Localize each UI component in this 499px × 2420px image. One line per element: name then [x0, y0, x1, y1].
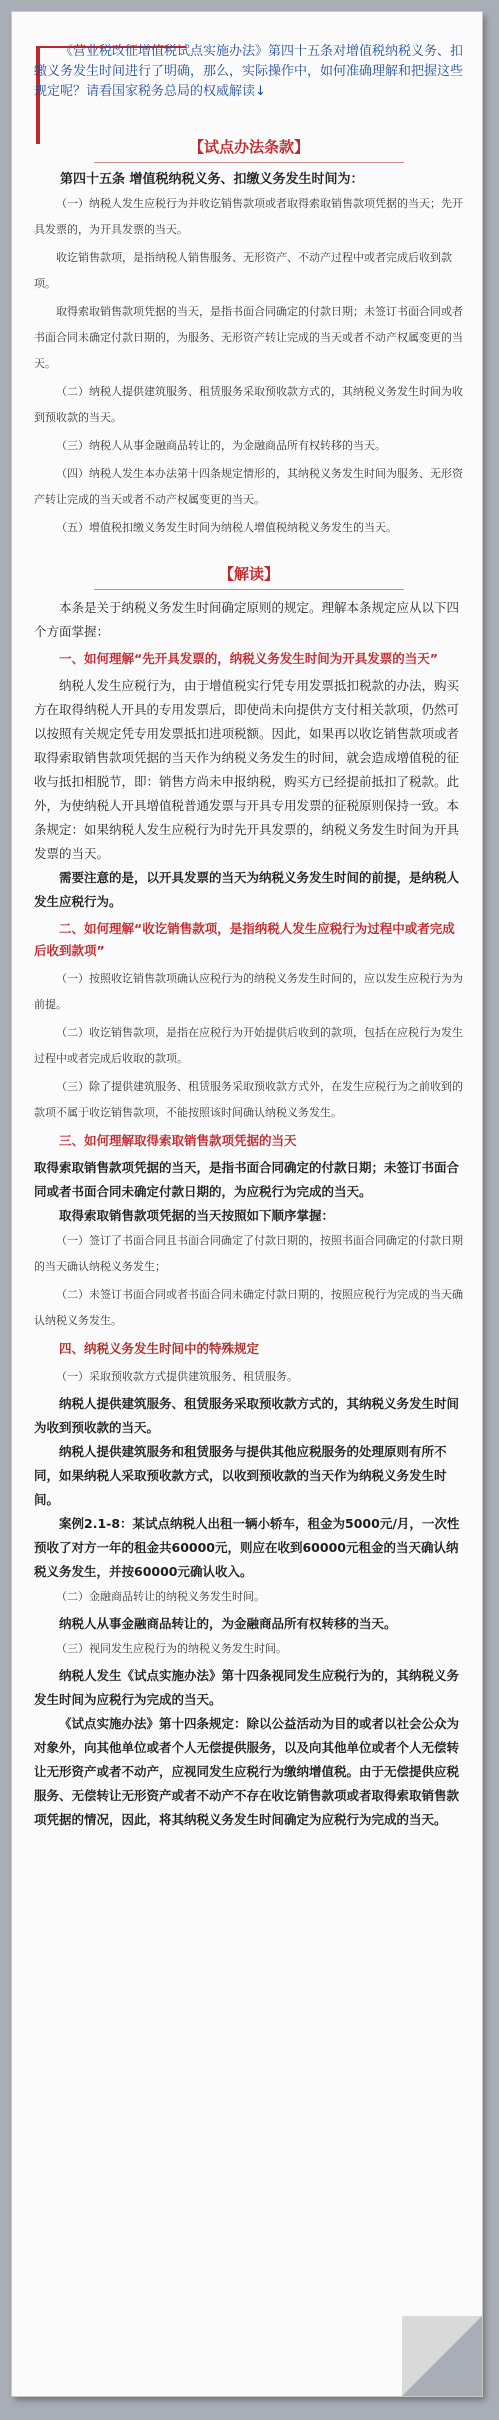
section-title-clauses: 【试点办法条款】 — [188, 138, 309, 156]
section-divider — [94, 589, 404, 590]
body-paragraph: 纳税人从事金融商品转让的，为金融商品所有权转移的当天。 — [59, 1616, 397, 1631]
body-paragraph: 纳税人发生《试点实施办法》第十四条视同发生应税行为的，其纳税义务发生时间为应税行为完成的当天。 — [34, 1668, 460, 1707]
clause-paragraph: （二）未签订书面合同或者书面合同未确定付款日期的，按照应税行为完成的当天确认纳税义务发生。 — [34, 1288, 463, 1327]
clause-paragraph: （一）纳税人发生应税行为并收讫销售款项或者取得索取销售款项凭据的当天；先开具发票的，为开具发票的当天。 — [34, 197, 463, 236]
clause-paragraph: （四）纳税人发生本办法第十四条规定情形的，其纳税义务发生时间为服务、无形资产转让完成的当天或者不动产权属变更的当天。 — [34, 467, 463, 506]
clause-paragraph: 收讫销售款项，是指纳税人销售服务、无形资产、不动产过程中或者完成后收到款项。 — [34, 251, 452, 290]
clause-paragraph: （三）视同发生应税行为的纳税义务发生时间。 — [56, 1642, 287, 1655]
article-page — [12, 12, 482, 2396]
body-paragraph: 纳税人提供建筑服务、租赁服务采取预收款方式的，其纳税义务发生时间为收到预收款的当天。 — [34, 1396, 460, 1435]
clause-paragraph: （一）按照收讫销售款项确认应税行为的纳税义务发生时间的，应以发生应税行为为前提。 — [34, 972, 463, 1011]
clause-paragraph: （三）除了提供建筑服务、租赁服务采取预收款方式外，在发生应税行为之前收到的款项不属于收讫销售款项，不能按照该时间确认纳税义务发生。 — [34, 1080, 463, 1119]
question-heading-1: 一、如何理解“先开具发票的，纳税义务发生时间为开具发票的当天” — [59, 651, 438, 666]
body-paragraph: 纳税人提供建筑服务和租赁服务与提供其他应税服务的处理原则有所不同，如果纳税人采取预收款方式，以收到预收款的当天作为纳税义务发生时间。 — [34, 1444, 447, 1507]
interpretation-lead: 本条是关于纳税义务发生时间确定原则的规定。理解本条规定应从以下四个方面掌握： — [34, 600, 460, 639]
body-paragraph: 《试点实施办法》第十四条规定：除以公益活动为目的或者以社会公众为对象外，向其他单位或者个人无偿提供服务，以及向其他单位或者个人无偿转让无形资产或者不动产，应视同发生应税行为缴纳增值税。由于无偿提供应税服务、无偿转让无形资产或者不动产不存在收讫销售款项或者取得索取销售款项凭据的情况，因此，将其纳税义务发生时间确定为应税行为完成的当天。 — [34, 1716, 460, 1827]
body-paragraph: 取得索取销售款项凭据的当天按照如下顺序掌握： — [59, 1208, 335, 1223]
body-paragraph: 取得索取销售款项凭据的当天，是指书面合同确定的付款日期；未签订书面合同或者书面合同未确定付款日期的，为应税行为完成的当天。 — [34, 1160, 460, 1199]
question-heading-2: 二、如何理解“收讫销售款项，是指纳税人发生应税行为过程中或者完成后收到款项” — [34, 921, 455, 958]
section-divider — [94, 162, 404, 163]
clause-paragraph: （五）增值税扣缴义务发生时间为纳税人增值税纳税义务发生的当天。 — [56, 521, 397, 534]
body-paragraph: 需要注意的是，以开具发票的当天为纳税义务发生时间的前提，是纳税人发生应税行为。 — [34, 870, 460, 909]
clause-paragraph: 取得索取销售款项凭据的当天，是指书面合同确定的付款日期；未签订书面合同或者书面合同未确定付款日期的，为服务、无形资产转让完成的当天或者不动产权属变更的当天。 — [34, 305, 463, 370]
article-content — [34, 42, 464, 1832]
clause-paragraph: （二）金融商品转让的纳税义务发生时间。 — [56, 1590, 265, 1603]
clause-paragraph: （三）纳税人从事金融商品转让的，为金融商品所有权转移的当天。 — [56, 439, 386, 452]
case-paragraph: 案例2.1-8：某试点纳税人出租一辆小轿车，租金为5000元/月，一次性预收了对方一年的租金共60000元，则应在收到60000元租金的当天确认纳税义务发生，并按60000元确认收入。 — [34, 1516, 460, 1579]
body-paragraph: 纳税人发生应税行为，由于增值税实行凭专用发票抵扣税款的办法，购买方在取得纳税人开具的专用发票后，即使尚未向提供方支付相关款项，仍然可以按照有关规定凭专用发票抵扣进项税额。因此，如果再以收讫销售款项或者取得索取销售款项凭据的当天作为纳税义务发生的时间，就会造成增值税的征收与抵扣相脱节，即：销售方尚未申报纳税，购买方已经提前抵扣了税款。此外，为使纳税人开具增值税普通发票与开具专用发票的征税原则保持一致。本条规定：如果纳税人发生应税行为时先开具发票的，纳税义务发生时间为开具发票的当天。 — [34, 678, 460, 861]
clause-paragraph: （二）纳税人提供建筑服务、租赁服务采取预收款方式的，其纳税义务发生时间为收到预收款的当天。 — [34, 385, 463, 424]
question-heading-3: 三、如何理解取得索取销售款项凭据的当天 — [59, 1133, 297, 1148]
section-title-interpretation: 【解读】 — [218, 565, 279, 583]
page-curl-decoration — [402, 2316, 482, 2396]
question-heading-4: 四、纳税义务发生时间中的特殊规定 — [59, 1341, 260, 1356]
clause-paragraph: （一）签订了书面合同且书面合同确定了付款日期的，按照书面合同确定的付款日期的当天确认纳税义务发生； — [34, 1234, 463, 1273]
clause-paragraph: （一）采取预收款方式提供建筑服务、租赁服务。 — [56, 1370, 298, 1383]
intro-paragraph: 《营业税改征增值税试点实施办法》第四十五条对增值税纳税义务、扣缴义务发生时间进行了明确，那么，实际操作中，如何准确理解和把握这些规定呢？请看国家税务总局的权威解读↓ — [34, 44, 464, 99]
article-heading: 第四十五条 增值税纳税义务、扣缴义务发生时间为： — [60, 172, 364, 187]
clause-paragraph: （二）收讫销售款项，是指在应税行为开始提供后收到的款项，包括在应税行为发生过程中或者完成后收取的款项。 — [34, 1026, 463, 1065]
